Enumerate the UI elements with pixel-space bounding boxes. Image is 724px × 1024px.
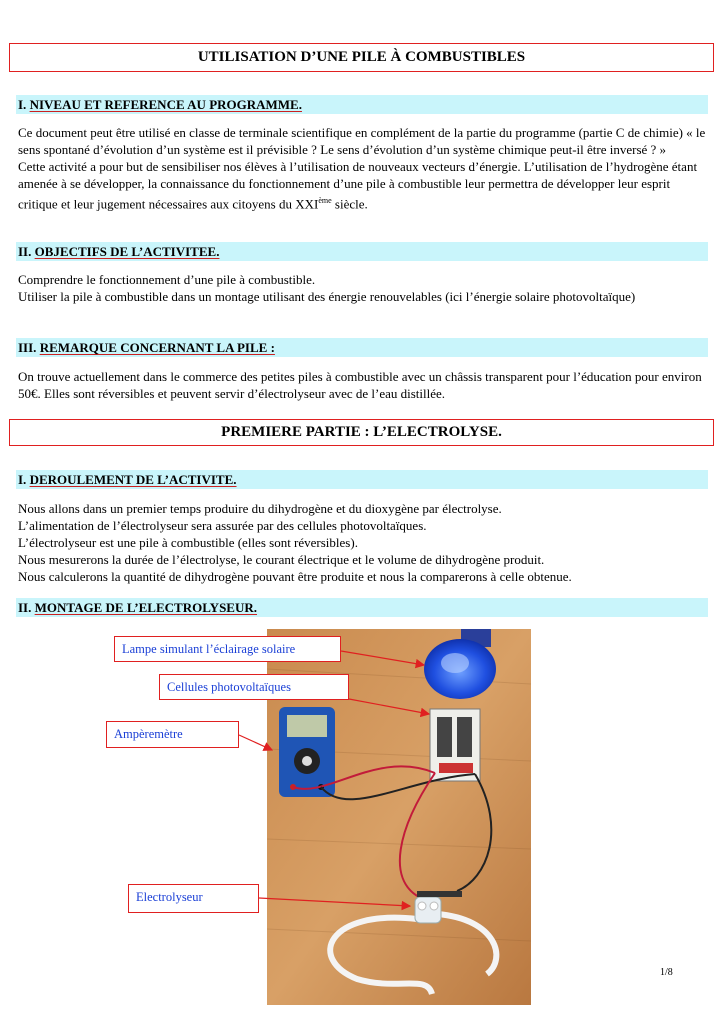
arrow-lamp (341, 651, 424, 665)
paragraph-line: L’alimentation de l’électrolyseur sera assurée par des cellules photovoltaïques. (18, 518, 427, 533)
section-number: III. (18, 340, 37, 355)
paragraph-line: Utiliser la pile à combustible dans un montage utilisant des énergie renouvelables (ici l’énergie solaire photovoltaïque) (18, 289, 636, 304)
section-label: DEROULEMENT DE L’ACTIVITE. (29, 472, 237, 487)
paragraph-line: Comprendre le fonctionnement d’une pile à combustible. (18, 272, 316, 287)
arrow-ammeter (239, 735, 272, 750)
arrow-cells (349, 699, 429, 714)
paragraph-line: L’électrolyseur est une pile à combustible (elles sont réversibles). (18, 535, 358, 550)
paragraph-text: Cette activité a pour but de sensibiliser nos élèves à l’utilisation de nouveaux vecteurs d’énergie. L’utilisation de l’hydrogène étant amenée à se développer, la connaissance du fonctionnement d’une pile à combustible leur permettra de développer leur esprit critique et leur jugement nécessaires aux citoyens du XXI (18, 159, 698, 212)
arrow-electrolyser (259, 898, 410, 906)
paragraph-line: Nous allons dans un premier temps produire du dihydrogène et du dioxygène par électrolyse. (18, 501, 502, 516)
section-number: I. (18, 472, 27, 487)
callout-cells (159, 674, 349, 700)
paragraph-line: Nous mesurerons la durée de l’électrolyse, le courant électrique et le volume de dihydrogène produit. (18, 552, 545, 567)
section-number: II. (18, 244, 32, 259)
section-number: II. (18, 600, 32, 615)
callout-lamp (114, 636, 341, 662)
section-label: REMARQUE CONCERNANT LA PILE : (39, 340, 275, 355)
section-label: MONTAGE DE L’ELECTROLYSEUR. (34, 600, 258, 615)
section-label: NIVEAU ET REFERENCE AU PROGRAMME. (29, 97, 302, 112)
paragraph-line: On trouve actuellement dans le commerce des petites piles à combustible avec un châssis transparent pour l’éducation pour environ 50€. Elles sont réversibles et peuvent servir d’électrolyseur avec de l’eau distillée. (18, 369, 702, 401)
callout-text: Lampe simulant l’éclairage solaire (122, 642, 296, 656)
paragraph-line: Ce document peut être utilisé en classe de terminale scientifique en complément de la partie du programme (partie C de chimie) « le sens spontané d’évolution d’un système est il prévisible ? Le sens d’évolution d’un système chimique peut-il être inversé ? » (18, 125, 706, 157)
callout-ammeter (106, 721, 239, 748)
page-number: 1/8 (660, 967, 673, 978)
document-title-text: UTILISATION D’UNE PILE À COMBUSTIBLES (197, 49, 526, 65)
callout-electrolyser (128, 884, 259, 913)
superscript: ème (318, 196, 332, 205)
callout-text: Cellules photovoltaïques (167, 680, 291, 694)
part-title-text: PREMIERE PARTIE : L’ELECTROLYSE. (221, 424, 502, 440)
callout-text: Electrolyseur (136, 890, 203, 904)
paragraph-line: Nous calculerons la quantité de dihydrogène pouvant être produite et nous la comparerons à celle obtenue. (18, 569, 572, 584)
section-label: OBJECTIFS DE L’ACTIVITEE. (34, 244, 220, 259)
callout-text: Ampèremètre (114, 727, 183, 741)
section-number: I. (18, 97, 27, 112)
paragraph-text: siècle. (331, 196, 368, 212)
